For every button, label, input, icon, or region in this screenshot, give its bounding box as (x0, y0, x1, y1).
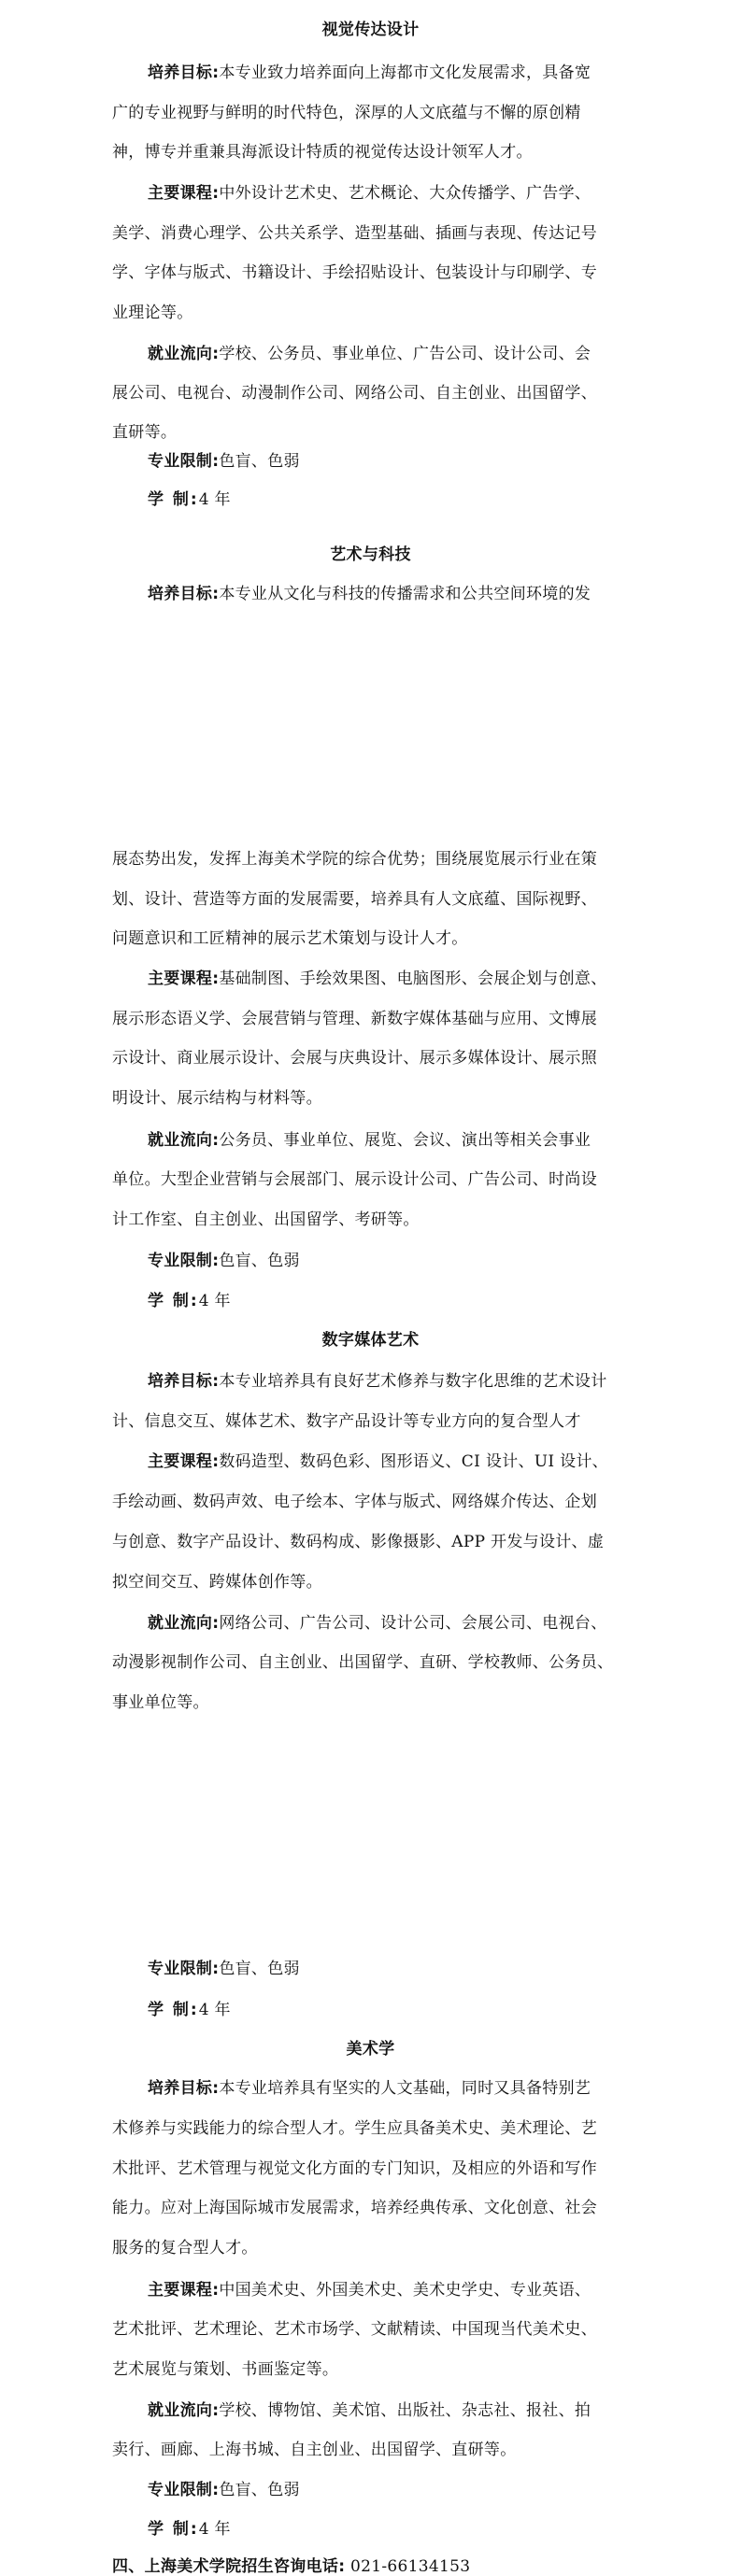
goal-text: 划、设计、营造等方面的发展需要，培养具有人文底蕴、国际视野、 (112, 890, 597, 909)
section-title: 艺术与科技 (330, 545, 411, 564)
years-value: 4 年 (198, 490, 231, 509)
goal-label: 培养目标: (148, 1372, 220, 1391)
career-label: 就业流向: (148, 1614, 220, 1633)
limit-label: 专业限制: (148, 452, 220, 471)
career-text: 展公司、电视台、动漫制作公司、网络公司、自主创业、出国留学、 (112, 384, 597, 403)
goal-text: 广的专业视野与鲜明的时代特色，深厚的人文底蕴与不懈的原创精 (112, 104, 581, 122)
years-label: 学 制: (148, 490, 199, 509)
goal-text: 能力。应对上海国际城市发展需求，培养经典传承、文化创意、社会 (112, 2199, 597, 2217)
limit-label: 专业限制: (148, 2481, 220, 2499)
course-text: 中国美术史、外国美术史、美术史学史、专业英语、 (219, 2281, 591, 2300)
course-text: 手绘动画、数码声效、电子绘本、字体与版式、网络媒介传达、企划 (112, 1493, 597, 1511)
limit-label: 专业限制: (148, 1252, 220, 1270)
goal-text: 计、信息交互、媒体艺术、数字产品设计等专业方向的复合型人才 (112, 1412, 581, 1431)
course-label: 主要课程: (148, 2281, 220, 2300)
course-text: 艺术批评、艺术理论、艺术市场学、文献精读、中国现当代美术史、 (112, 2320, 597, 2339)
course-label: 主要课程: (148, 970, 220, 988)
goal-line (0, 2079, 741, 2098)
years-label: 学 制: (148, 2001, 199, 2019)
goal-text: 本专业培养具有良好艺术修养与数字化思维的艺术设计 (219, 1372, 607, 1391)
goal-line (0, 64, 741, 82)
career-text: 公务员、事业单位、展览、会议、演出等相关会事业 (219, 1131, 591, 1150)
goal-text: 本专业从文化与科技的传播需求和公共空间环境的发 (219, 585, 591, 603)
career-line (0, 2401, 741, 2420)
career-line (0, 1614, 741, 1633)
goal-label: 培养目标: (148, 64, 220, 82)
course-text: 数码造型、数码色彩、图形语义、CI 设计、UI 设计、 (219, 1452, 608, 1471)
course-text: 业理论等。 (112, 304, 193, 322)
years-label: 学 制: (148, 2520, 199, 2539)
course-line (0, 970, 741, 988)
career-text: 动漫影视制作公司、自主创业、出国留学、直研、学校教师、公务员、 (112, 1653, 614, 1672)
career-text: 卖行、画廊、上海书城、自主创业、出国留学、直研等。 (112, 2441, 517, 2459)
years-line (0, 1292, 741, 1310)
course-text: 学、字体与版式、书籍设计、手绘招贴设计、包装设计与印刷学、专 (112, 263, 597, 282)
goal-text: 本专业培养具有坚实的人文基础，同时又具备特别艺 (219, 2079, 591, 2098)
career-text: 事业单位等。 (112, 1693, 209, 1712)
goal-line (0, 1372, 741, 1391)
goal-text: 本专业致力培养面向上海都市文化发展需求，具备宽 (219, 64, 591, 82)
goal-text: 神，博专并重兼具海派设计特质的视觉传达设计领军人才。 (112, 143, 533, 162)
goal-line (0, 585, 741, 603)
limit-line (0, 1960, 741, 1978)
limit-value: 色盲、色弱 (219, 452, 300, 471)
career-text: 学校、博物馆、美术馆、出版社、杂志社、报社、拍 (219, 2401, 591, 2420)
career-label: 就业流向: (148, 2401, 220, 2420)
career-label: 就业流向: (148, 1131, 220, 1150)
course-text: 拟空间交互、跨媒体创作等。 (112, 1573, 322, 1592)
goal-text: 术批评、艺术管理与视觉文化方面的专门知识，及相应的外语和写作 (112, 2159, 597, 2178)
course-text: 基础制图、手绘效果图、电脑图形、会展企划与创意、 (219, 970, 607, 988)
years-value: 4 年 (198, 2001, 231, 2019)
career-text: 学校、公务员、事业单位、广告公司、设计公司、会 (219, 345, 591, 363)
course-label: 主要课程: (148, 1452, 220, 1471)
course-text: 展示形态语义学、会展营销与管理、新数字媒体基础与应用、文博展 (112, 1010, 597, 1028)
section-title: 美术学 (346, 2040, 395, 2059)
years-line (0, 490, 741, 509)
section-title: 数字媒体艺术 (321, 1331, 420, 1350)
limit-value: 色盲、色弱 (219, 2481, 300, 2499)
course-text: 中外设计艺术史、艺术概论、大众传播学、广告学、 (219, 184, 591, 203)
career-text: 单位。大型企业营销与会展部门、展示设计公司、广告公司、时尚设 (112, 1170, 597, 1189)
goal-text: 术修养与实践能力的综合型人才。学生应具备美术史、美术理论、艺 (112, 2119, 597, 2138)
years-value: 4 年 (198, 2520, 231, 2539)
section-title: 视觉传达设计 (321, 21, 420, 39)
years-label: 学 制: (148, 1292, 199, 1310)
limit-value: 色盲、色弱 (219, 1960, 300, 1978)
limit-line (0, 1252, 741, 1270)
course-text: 与创意、数字产品设计、数码构成、影像摄影、APP 开发与设计、虚 (112, 1533, 605, 1551)
course-line (0, 2281, 741, 2300)
career-text: 计工作室、自主创业、出国留学、考研等。 (112, 1210, 420, 1229)
limit-value: 色盲、色弱 (219, 1252, 300, 1270)
course-line (0, 1452, 741, 1471)
years-line (0, 2001, 741, 2019)
limit-line (0, 452, 741, 471)
career-text: 直研等。 (112, 423, 178, 442)
contact-phone (0, 2557, 741, 2576)
career-text: 网络公司、广告公司、设计公司、会展公司、电视台、 (219, 1614, 607, 1633)
goal-label: 培养目标: (148, 2079, 220, 2098)
course-text: 艺术展览与策划、书画鉴定等。 (112, 2360, 339, 2379)
career-line (0, 345, 741, 363)
phone-value: 021-66134153 (350, 2557, 471, 2576)
goal-text: 服务的复合型人才。 (112, 2239, 258, 2258)
course-text: 示设计、商业展示设计、会展与庆典设计、展示多媒体设计、展示照 (112, 1049, 597, 1068)
goal-label: 培养目标: (148, 585, 220, 603)
course-line (0, 184, 741, 203)
course-text: 美学、消费心理学、公共关系学、造型基础、插画与表现、传达记号 (112, 224, 597, 243)
limit-line (0, 2481, 741, 2499)
years-value: 4 年 (198, 1292, 231, 1310)
career-label: 就业流向: (148, 345, 220, 363)
goal-text: 问题意识和工匠精神的展示艺术策划与设计人才。 (112, 929, 468, 948)
years-line (0, 2520, 741, 2539)
limit-label: 专业限制: (148, 1960, 220, 1978)
course-label: 主要课程: (148, 184, 220, 203)
career-line (0, 1131, 741, 1150)
phone-label: 四、上海美术学院招生咨询电话: (112, 2557, 346, 2576)
goal-text: 展态势出发，发挥上海美术学院的综合优势；围绕展览展示行业在策 (112, 850, 597, 869)
course-text: 明设计、展示结构与材料等。 (112, 1089, 322, 1108)
